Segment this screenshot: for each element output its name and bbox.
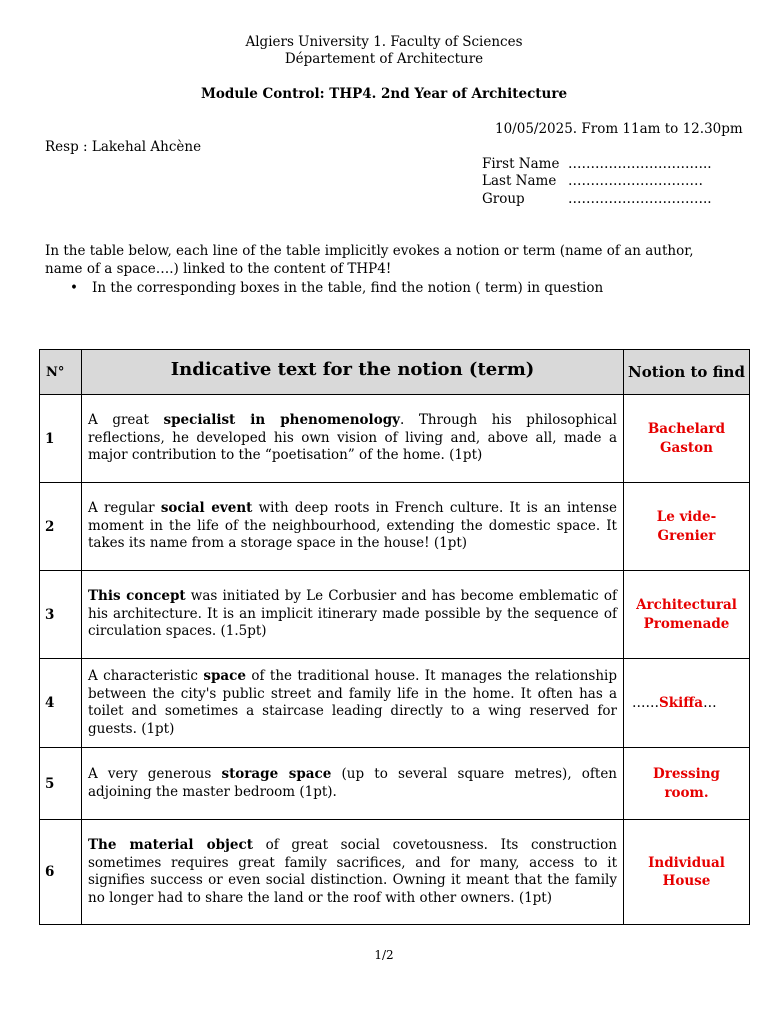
row-description: A regular social event with deep roots in French culture. It is an intense moment in the life of the neighbourhood, extending the domestic space. It takes its name from a storage space in the house! (1pt) (82, 483, 624, 571)
keyword: storage space (221, 766, 332, 782)
header-notion-to-find: Notion to find (624, 350, 750, 395)
last-name-field[interactable]: ………………………… (568, 173, 703, 189)
answer-cell[interactable] (624, 571, 750, 659)
answer-line: Promenade (643, 615, 730, 632)
header-indicative-text: Indicative text for the notion (term) (82, 350, 624, 395)
row-description: A characteristic space of the traditional house. It manages the relationship between the city's public street and family life in the home. It often has a toilet and sometimes a staircase leading directly to a wing reserved for guests. (1pt) (82, 659, 624, 748)
keyword: The material object (88, 837, 253, 853)
table-row (40, 748, 750, 820)
row-number: 6 (40, 820, 82, 925)
table-row (40, 395, 750, 483)
answer-line: House (662, 873, 711, 889)
first-name-label: First Name (482, 156, 560, 172)
keyword: specialist in phenomenology (163, 412, 400, 429)
row-description: A very generous storage space (up to several square metres), often adjoining the master bedroom (1pt). (82, 748, 624, 820)
notion-table (39, 349, 750, 925)
answer-cell[interactable]: ……Skiffa… (624, 659, 750, 748)
table-row (40, 820, 750, 925)
answer-line: Gaston (660, 439, 713, 456)
keyword: This concept (88, 588, 186, 605)
table-header-row (40, 350, 750, 395)
answer-line: Grenier (657, 527, 716, 544)
header-number: N° (40, 350, 82, 395)
bullet-icon: • (70, 280, 78, 296)
group-label: Group (482, 191, 525, 207)
answer-line: room. (664, 784, 709, 801)
first-name-field[interactable]: ………………………….. (568, 156, 712, 172)
module-title: Module Control: THP4. 2nd Year of Architecture (200, 86, 568, 102)
row-number: 1 (40, 395, 82, 483)
row-number: 2 (40, 483, 82, 571)
keyword: social event (160, 500, 253, 517)
instruction-bullet (70, 280, 603, 296)
row-description: A great specialist in phenomenology. Through his philosophical reflections, he developed his own vision of living and, above all, made a major contribution to the “poetisation” of the home. (1pt) (82, 395, 624, 483)
table-row (40, 571, 750, 659)
answer-line: Dressing (653, 766, 720, 782)
keyword: space (203, 668, 246, 684)
group-field[interactable]: ………………………….. (568, 191, 712, 207)
answer-line: Skiffa (659, 694, 704, 711)
exam-date: 10/05/2025. From 11am to 12.30pm (495, 121, 743, 137)
instruction-bullet-text: In the corresponding boxes in the table, find the notion ( term) in question (92, 280, 604, 296)
row-number: 5 (40, 748, 82, 820)
last-name-label: Last Name (482, 173, 557, 189)
row-description: This concept was initiated by Le Corbusier and has become emblematic of his architecture. It is an implicit itinerary made possible by the sequence of circulation spaces. (1.5pt) (82, 571, 624, 659)
row-description: The material object of great social covetousness. Its construction sometimes requires great family sacrifices, and for many, access to it signifies success or even social distinction. Owning it meant that the family no longer had to share the land or the roof with other owners. (1pt) (82, 820, 624, 925)
row-number: 4 (40, 659, 82, 748)
answer-line: Bachelard (647, 421, 726, 437)
answer-cell[interactable] (624, 395, 750, 483)
page-number: 1/2 (374, 948, 394, 962)
university-line: Algiers University 1. Faculty of Sciences (245, 34, 523, 50)
answer-cell[interactable] (624, 820, 750, 925)
answer-line: Architectural (636, 597, 737, 613)
answer-line: Le vide- (656, 509, 717, 525)
table-row (40, 659, 750, 748)
instructions-intro: In the table below, each line of the table implicitly evokes a notion or term (name of an author, name of a space….) linked to the content of THP4! (45, 243, 694, 277)
answer-line: Individual (648, 854, 725, 871)
answer-cell[interactable] (624, 748, 750, 820)
responsible-teacher: Resp : Lakehal Ahcène (45, 139, 202, 155)
table-row (40, 483, 750, 571)
answer-cell[interactable] (624, 483, 750, 571)
row-number: 3 (40, 571, 82, 659)
department-line: Département of Architecture (284, 51, 484, 67)
